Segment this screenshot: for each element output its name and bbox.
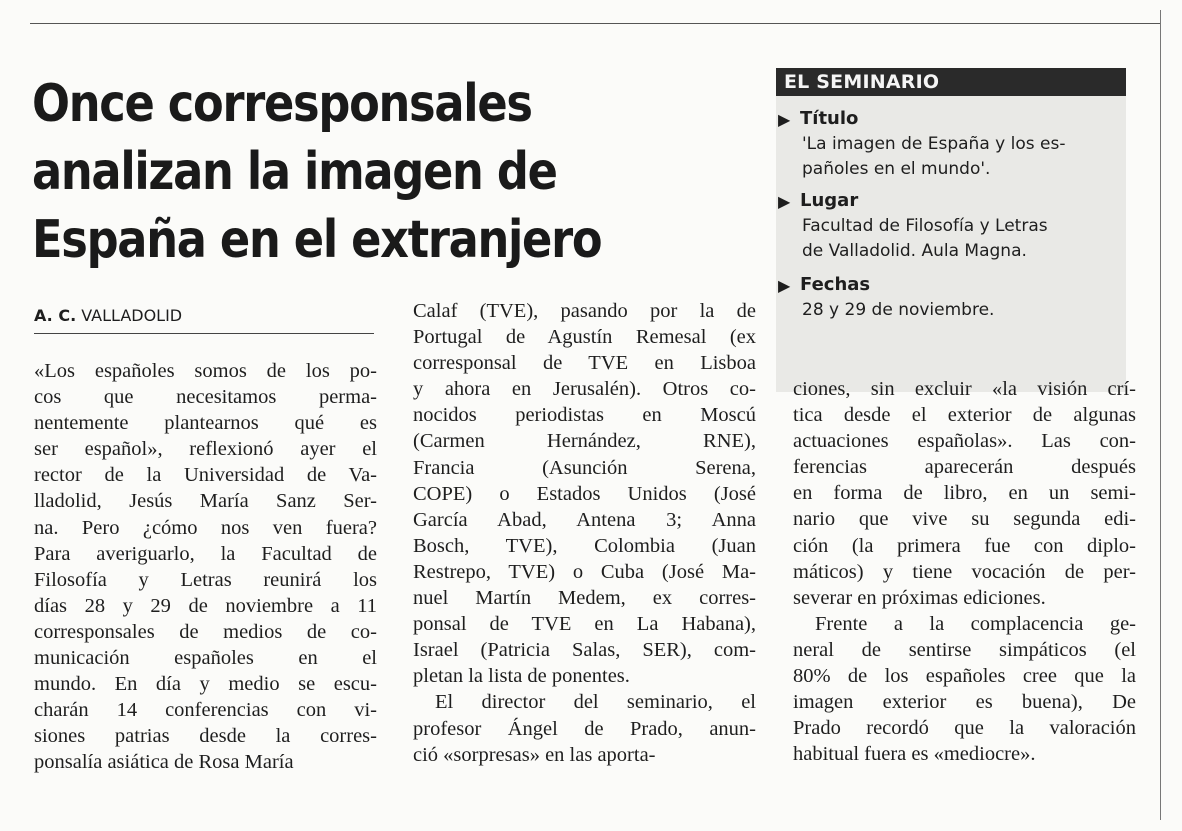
article-text-line: tica desde el exterior de algunas [793,404,1136,427]
sidebar-entry-value: Facultad de Filosofía y Letras [802,216,1048,236]
byline-rule [34,333,374,334]
article-text-line: na. Pero ¿cómo nos ven fuera? [34,516,377,539]
article-text-line: imagen exterior es buena), De [793,691,1136,714]
seminar-sidebar [776,68,1126,338]
article-text-line: ponsalía asiática de Rosa María [34,751,294,774]
headline-line: Once corresponsales [32,74,532,134]
article-text-line: Para averiguarlo, la Facultad de [34,542,377,565]
sidebar-entry-label-text: Lugar [800,190,859,211]
byline-author: A. C. [34,306,77,325]
sidebar-entry-value: 28 y 29 de noviembre. [802,300,995,320]
sidebar-entry-label [776,272,1126,298]
sidebar-heading: EL SEMINARIO [776,68,1126,96]
sidebar-entry-label-text: Título [800,108,859,129]
article-text-line: rector de la Universidad de Va- [34,464,377,487]
sidebar-entry-place [776,188,1126,264]
sidebar-entry-value: pañoles en el mundo'. [802,159,991,179]
article-text-line: ferencias aparecerán después [793,456,1136,479]
article-text-line: ponsal de TVE en La Habana), [413,613,756,636]
page-edge-rule [1160,10,1161,820]
article-text-line: profesor Ángel de Prado, anun- [413,717,756,740]
article-text-line: nentemente plantearnos qué es [34,412,377,435]
triangle-right-icon: ▶ [778,110,791,129]
article-text-line: actuaciones españolas». Las con- [793,430,1136,453]
byline-place: VALLADOLID [81,306,183,325]
article-text-line: habitual fuera es «mediocre». [793,743,1036,766]
article-text-line: Francia (Asunción Serena, [413,456,756,479]
article-text-line: «Los españoles somos de los po- [34,360,377,382]
headline-line: analizan la imagen de [32,142,557,202]
sidebar-entry-label [776,188,1126,214]
article-text-line: ser español», reflexionó ayer el [34,438,377,461]
article-text-line: Bosch, TVE), Colombia (Juan [413,534,756,557]
article-column-2 [413,298,756,768]
article-text-line: cos que necesitamos perma- [34,386,377,409]
headline [32,70,732,274]
article-text-line: días 28 y 29 de noviembre a 11 [34,594,377,617]
article-text-line: El director del seminario, el [435,691,756,714]
article-text-line: pletan la lista de ponentes. [413,665,630,688]
article-text-line: máticos) y tiene vocación de per- [793,560,1136,583]
article-text-line: en forma de libro, en un semi- [793,482,1136,505]
article-column-1 [34,358,377,776]
article-text-line: Filosofía y Letras reunirá los [34,568,377,591]
article-text-line: municación españoles en el [34,647,377,670]
article-text-line: 80% de los españoles cree que la [793,665,1136,688]
article-text-line: charán 14 conferencias con vi- [34,699,377,722]
article-text-line: severar en próximas ediciones. [793,586,1046,609]
article-text-line: neral de sentirse simpáticos (el [793,638,1136,661]
article-text-line: nario que vive su segunda edi- [793,508,1136,531]
article-text-line: García Abad, Antena 3; Anna [413,508,756,531]
headline-line: España en el extranjero [32,210,602,270]
article-text-line: Prado recordó que la valoración [793,717,1136,740]
sidebar-entry-label [776,106,1126,132]
article-text-line: corresponsal de TVE en Lisboa [413,352,756,375]
article-column-3 [793,376,1136,767]
article-text-line: Calaf (TVE), pasando por la de [413,300,756,322]
article-text-line: Israel (Patricia Salas, SER), com- [413,639,756,662]
article-text-line: Frente a la complacencia ge- [815,612,1136,635]
sidebar-entry-dates [776,272,1126,323]
sidebar-entry-title [776,106,1126,182]
article-text-line: nuel Martín Medem, ex corres- [413,587,756,610]
top-rule [30,23,1160,24]
article-text-line: Portugal de Agustín Remesal (ex [413,326,756,349]
article-text-line: ciones, sin excluir «la visión crí- [793,378,1136,400]
article-text-line: ción (la primera fue con diplo- [793,534,1136,557]
byline [34,306,374,325]
article-text-line: ció «sorpresas» en las aporta- [413,743,656,766]
article-text-line: lladolid, Jesús María Sanz Ser- [34,490,377,513]
triangle-right-icon: ▶ [778,276,791,295]
article-text-line: nocidos periodistas en Moscú [413,404,756,427]
article-text-line: corresponsales de medios de co- [34,620,377,643]
article-text-line: siones patrias desde la corres- [34,725,377,748]
triangle-right-icon: ▶ [778,192,791,211]
sidebar-entry-label-text: Fechas [800,274,871,295]
article-text-line: mundo. En día y medio se escu- [34,673,377,696]
article-text-line: y ahora en Jerusalén). Otros co- [413,378,756,401]
article-text-line: Restrepo, TVE) o Cuba (José Ma- [413,560,756,583]
sidebar-entry-value: de Valladolid. Aula Magna. [802,241,1027,261]
sidebar-entry-value: 'La imagen de España y los es- [802,134,1066,154]
article-text-line: COPE) o Estados Unidos (José [413,482,756,505]
article-text-line: (Carmen Hernández, RNE), [413,430,756,453]
